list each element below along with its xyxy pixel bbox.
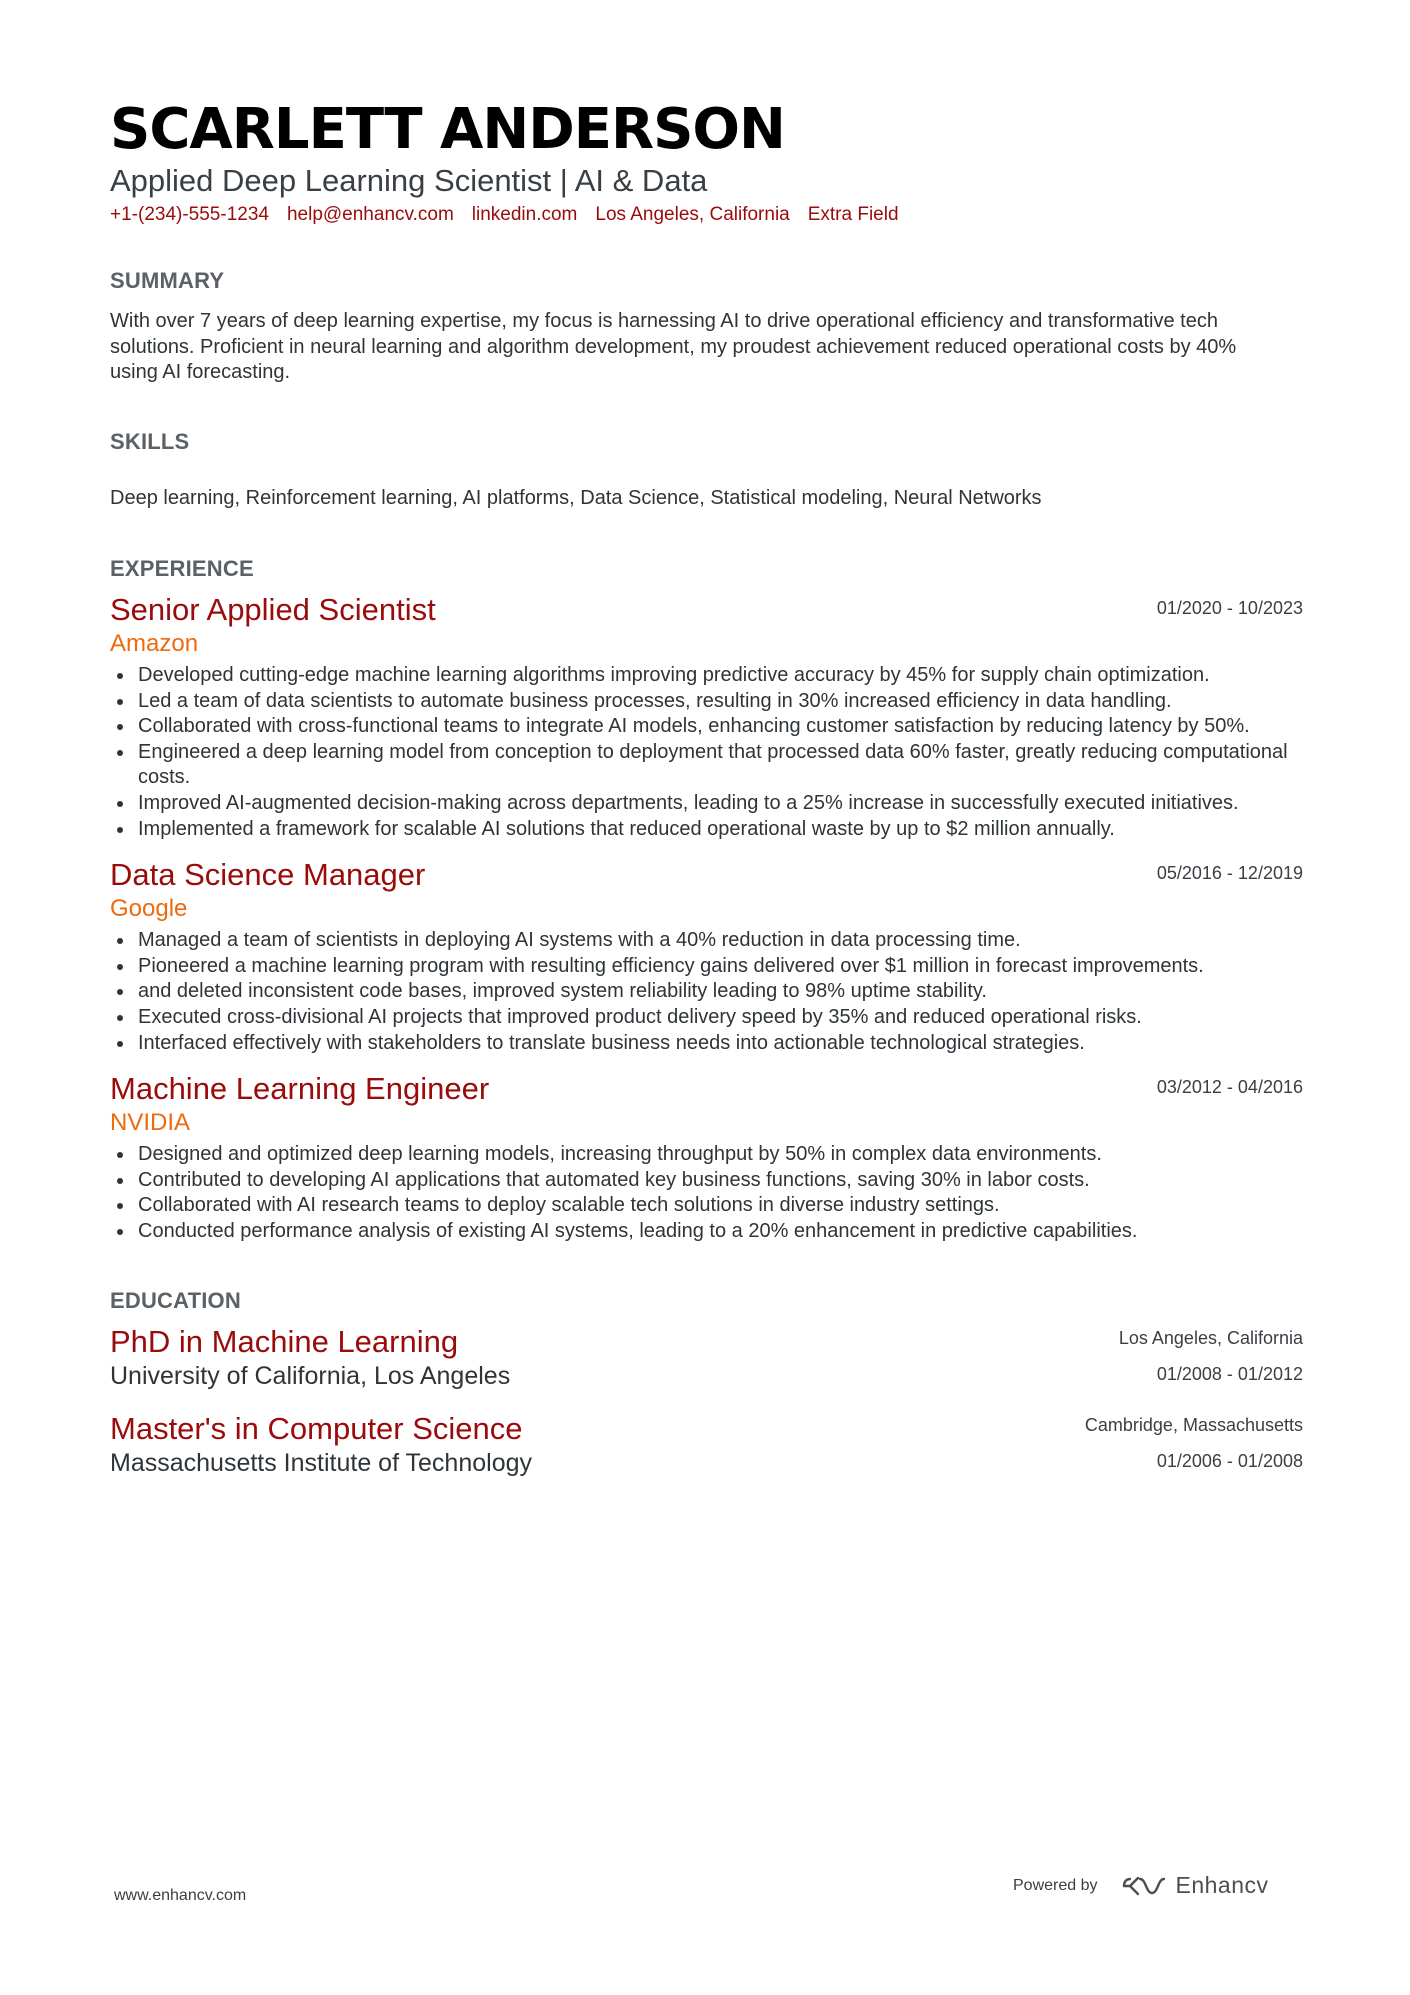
job-bullet: Developed cutting-edge machine learning algorithms improving predictive accuracy by 45% for supply chain optimization. — [110, 663, 1303, 689]
job-bullet: Pioneered a machine learning program with resulting efficiency gains delivered over $1 million in forecast improvements. — [110, 954, 1303, 980]
summary-text: With over 7 years of deep learning expertise, my focus is harnessing AI to drive operational efficiency and transformative tech solutions. Proficient in neural learning and algorithm development, my proudest achievement reduced operational costs by 40% using AI forecasting. — [110, 310, 1237, 383]
resume-header — [110, 98, 1303, 227]
skills-section — [110, 428, 1303, 512]
education-school: University of California, Los Angeles — [110, 1361, 511, 1390]
job-title: Senior Applied Scientist — [110, 592, 436, 627]
skills-heading: SKILLS — [110, 428, 190, 454]
skills-text: Deep learning, Reinforcement learning, AI platforms, Data Science, Statistical modeling, Neural Networks — [110, 486, 1042, 509]
job-dates: 01/2020 - 10/2023 — [1156, 598, 1303, 618]
job-bullet: Led a team of data scientists to automate business processes, resulting in 30% increased efficiency in data handling. — [110, 689, 1303, 715]
candidate-title: Applied Deep Learning Scientist | AI & Data — [110, 163, 708, 198]
experience-section — [110, 555, 1303, 1245]
job-bullet: Conducted performance analysis of existing AI systems, leading to a 20% enhancement in predictive capabilities. — [110, 1219, 1303, 1245]
education-heading: EDUCATION — [110, 1287, 241, 1313]
education-meta — [1119, 1327, 1303, 1385]
candidate-name: SCARLETT ANDERSON — [110, 97, 785, 162]
education-section — [110, 1287, 1303, 1478]
footer-website[interactable]: www.enhancv.com — [114, 1887, 247, 1904]
job-bullets — [110, 1142, 1303, 1244]
experience-heading: EXPERIENCE — [110, 556, 254, 581]
job-bullet: Contributed to developing AI applications that automated key business functions, saving 30% in labor costs. — [110, 1168, 1303, 1194]
education-entry — [110, 1410, 1303, 1478]
summary-section — [110, 267, 1303, 386]
education-meta — [1085, 1414, 1303, 1472]
education-school: Massachusetts Institute of Technology — [110, 1448, 532, 1477]
job-bullet: and deleted inconsistent code bases, improved system reliability leading to 98% uptime stability. — [110, 979, 1303, 1005]
job-company: Google — [110, 895, 188, 923]
contact-bar — [110, 203, 1303, 227]
education-dates: 01/2006 - 01/2008 — [1156, 1450, 1303, 1471]
job-bullets — [110, 663, 1303, 842]
job-entry — [110, 1070, 1303, 1244]
contact-extra-field: Extra Field — [807, 204, 899, 225]
summary-heading: SUMMARY — [110, 268, 225, 293]
enhancv-brand-name: Enhancv — [1175, 1872, 1269, 1898]
job-bullet: Implemented a framework for scalable AI solutions that reduced operational waste by up to $2 million annually. — [110, 817, 1303, 843]
enhancv-logo-icon — [1120, 1874, 1166, 1898]
job-bullet: Collaborated with cross-functional teams to integrate AI models, enhancing customer satisfaction by reducing latency by 50%. — [110, 714, 1303, 740]
job-title: Machine Learning Engineer — [110, 1071, 490, 1107]
job-entry — [110, 856, 1303, 1056]
job-dates: 05/2016 - 12/2019 — [1156, 863, 1303, 884]
education-location: Cambridge, Massachusetts — [1084, 1414, 1303, 1435]
contact-linkedin[interactable]: linkedin.com — [471, 204, 578, 225]
education-degree: PhD in Machine Learning — [110, 1323, 459, 1359]
job-bullet: Designed and optimized deep learning models, increasing throughput by 50% in complex data environments. — [110, 1142, 1303, 1168]
job-dates: 03/2012 - 04/2016 — [1156, 1077, 1303, 1098]
education-dates: 01/2008 - 01/2012 — [1156, 1363, 1303, 1384]
job-title: Data Science Manager — [110, 857, 426, 893]
job-bullet: Interfaced effectively with stakeholders to translate business needs into actionable technological strategies. — [110, 1031, 1303, 1057]
job-company: NVIDIA — [110, 1109, 191, 1137]
contact-email[interactable]: help@enhancv.com — [286, 204, 454, 225]
contact-location: Los Angeles, California — [595, 204, 790, 225]
job-bullet: Collaborated with AI research teams to deploy scalable tech solutions in diverse industry settings. — [110, 1193, 1303, 1219]
powered-by-label: Powered by — [1013, 1876, 1098, 1894]
job-bullet: Improved AI-augmented decision-making across departments, leading to a 25% increase in successfully executed initiatives. — [110, 791, 1303, 817]
job-bullets — [110, 928, 1303, 1056]
job-company: Amazon — [110, 630, 199, 657]
job-bullet: Managed a team of scientists in deploying AI systems with a 40% reduction in data processing time. — [110, 928, 1303, 954]
contact-phone[interactable]: +1-(234)-555-1234 — [110, 204, 269, 225]
education-degree: Master's in Computer Science — [110, 1410, 523, 1446]
resume-page — [110, 98, 1303, 1478]
enhancv-logo[interactable] — [1120, 1872, 1269, 1899]
footer-branding — [1013, 1872, 1269, 1899]
education-entry — [110, 1323, 1303, 1391]
job-bullet: Executed cross-divisional AI projects that improved product delivery speed by 35% and reduced operational risks. — [110, 1005, 1303, 1031]
job-entry — [110, 591, 1303, 842]
job-bullet: Engineered a deep learning model from conception to deployment that processed data 60% faster, greatly reducing computational costs. — [110, 740, 1303, 791]
education-location: Los Angeles, California — [1118, 1327, 1303, 1348]
